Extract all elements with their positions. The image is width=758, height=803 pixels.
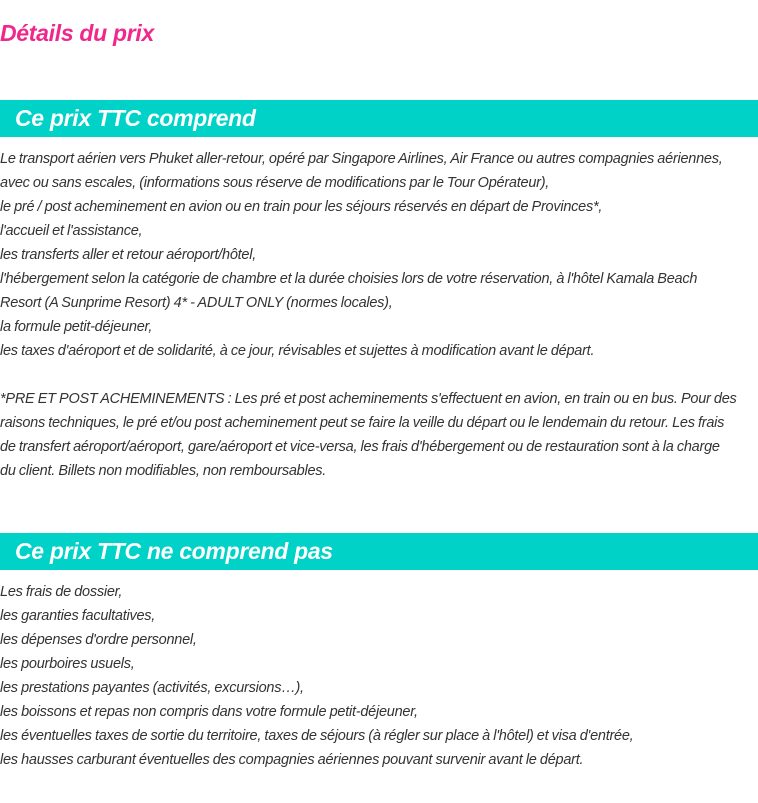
acheminement-note-line: raisons techniques, le pré et/ou post acheminement peut se faire la veille du départ ou le lendemain du retour. Les frais [0,415,725,431]
excluded-line: les hausses carburant éventuelles des compagnies aériennes pouvant survenir avant le départ. [0,752,584,768]
paragraph-gap [0,363,758,387]
included-line: les transferts aller et retour aéroport/hôtel, [0,247,256,263]
included-line: le pré / post acheminement en avion ou en train pour les séjours réservés en départ de Provinces*, [0,199,603,215]
included-line: la formule petit-déjeuner, [0,319,153,335]
acheminement-note-line: de transfert aéroport/aéroport, gare/aéroport et vice-versa, les frais d'hébergement ou de restauration sont à la charge [0,439,720,455]
excluded-line: les dépenses d'ordre personnel, [0,632,197,648]
included-line: les taxes d'aéroport et de solidarité, à ce jour, révisables et sujettes à modification avant le départ. [0,343,595,359]
included-line: avec ou sans escales, (informations sous réserve de modifications par le Tour Opérateur), [0,175,550,191]
excluded-line: Les frais de dossier, [0,584,123,600]
included-line: Resort (A Sunprime Resort) 4* - ADULT ONLY (normes locales), [0,295,393,311]
included-line: Le transport aérien vers Phuket aller-retour, opéré par Singapore Airlines, Air France ou autres compagnies aériennes, [0,151,723,167]
excluded-line: les garanties facultatives, [0,608,156,624]
excluded-line: les boissons et repas non compris dans votre formule petit-déjeuner, [0,704,418,720]
included-line: l'accueil et l'assistance, [0,223,143,239]
excluded-line: les pourboires usuels, [0,656,135,672]
acheminement-note-line: du client. Billets non modifiables, non remboursables. [0,463,327,479]
excluded-items-list [0,580,758,772]
acheminement-note-line: *PRE ET POST ACHEMINEMENTS : Les pré et post acheminements s'effectuent en avion, en train ou en bus. Pour des [0,391,737,407]
excluded-section-title: Ce prix TTC ne comprend pas [15,538,333,564]
included-items-list [0,147,758,483]
included-section-title: Ce prix TTC comprend [15,105,256,131]
included-line: l'hébergement selon la catégorie de chambre et la durée choisies lors de votre réservation, à l'hôtel Kamala Beach [0,271,698,287]
page-title: Détails du prix [0,20,154,46]
excluded-section-header [0,533,758,570]
excluded-line: les éventuelles taxes de sortie du territoire, taxes de séjours (à régler sur place à l'hôtel) et visa d'entrée, [0,728,634,744]
included-section-header [0,100,758,137]
excluded-line: les prestations payantes (activités, excursions…), [0,680,304,696]
